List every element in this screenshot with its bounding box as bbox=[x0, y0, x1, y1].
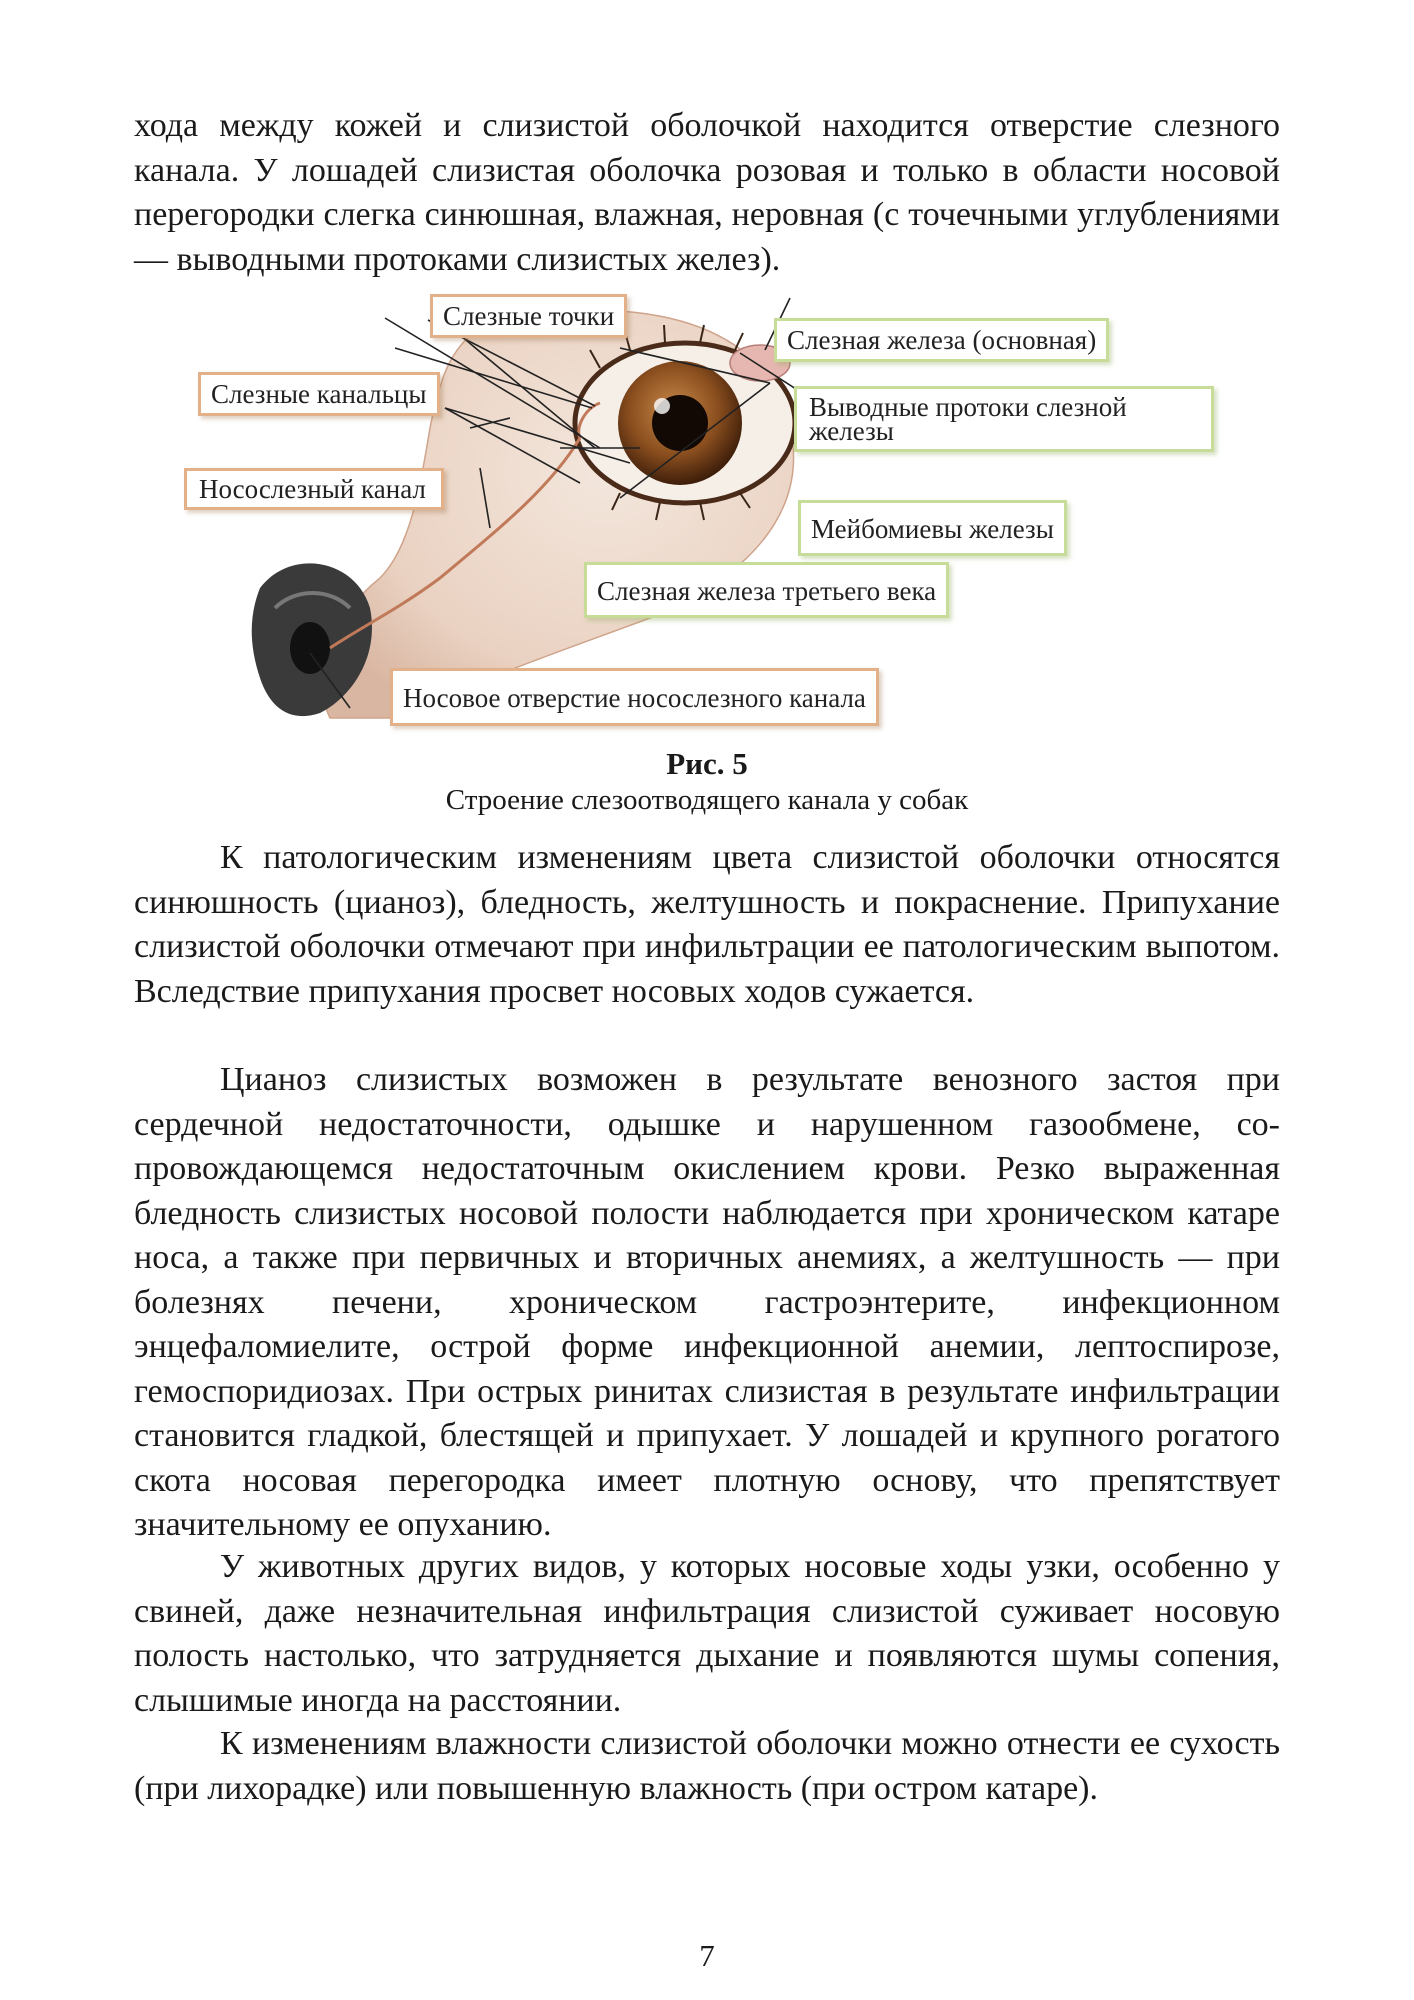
figure-caption-text: Строение слезоотводящего канала у собак bbox=[445, 784, 969, 816]
paragraph-other-species: У животных других видов, у которых носовые ходы узки, особенно у свиней, даже незначительная инфильтрация слизистой суживает носовую полость настолько, что затрудняется дыхание и появляются шумы сопения, слышимые иногда на расстоянии. bbox=[134, 1548, 1280, 1719]
label-nasolacrimal-canal: Носослезный канал bbox=[184, 468, 444, 510]
figure-lacrimal-anatomy bbox=[180, 288, 1240, 738]
paragraph-intro: хода между кожей и слизистой оболочкой находится отверстие слезного канала. У лошадей слизистая оболочка розовая и только в области носовой перегородки слегка синюшная, влажная, неровная (с точечными углублениями — выводными протоками слизистых желез). bbox=[134, 107, 1280, 278]
paragraph-cyanosis: Цианоз слизистых возможен в результате венозного застоя при сердечной недостаточности, одышке и нарушенном газообмене, сопровождающемся недостаточным окислением крови. Резко выраженная бледность слизистых носовой полости наблюдается при хроническом катаре носа, а также при первичных и вторичных анемиях, а желтушность — при болезнях печени, хроническом гастроэнтерите, инфекционном энцефаломиелите, острой форме инфекционной анемии, лептоспирозе, гемоспоридиозах. При острых ринитах слизистая в результате инфильтрации становится гладкой, блестящей и припухает. У лошадей и крупного рогатого скота носовая перегородка имеет плотную основу, что препятствует значительному ее опуханию. bbox=[134, 1061, 1280, 1543]
nostril-shape bbox=[290, 622, 330, 674]
label-nasal-opening: Носовое отверстие носослезного канала bbox=[390, 668, 879, 726]
paragraph-moisture: К изменениям влажности слизистой оболочки можно отнести ее сухость (при лихорадке) или повышенную влажность (при остром катаре). bbox=[134, 1725, 1280, 1807]
label-tear-points: Слезные точки bbox=[430, 294, 627, 338]
label-tear-canals: Слезные канальцы bbox=[198, 372, 440, 416]
label-excretory-ducts: Выводные протоки слезной железы bbox=[794, 386, 1214, 452]
label-lacrimal-gland-main: Слезная железа (основная) bbox=[774, 318, 1109, 362]
page-number: 7 bbox=[699, 1938, 715, 1973]
figure-caption-title: Рис. 5 bbox=[666, 746, 748, 781]
label-third-eyelid-gland: Слезная железа третьего века bbox=[584, 562, 949, 618]
paragraph-pathology-color: К патологическим изменениям цвета слизистой оболочки относятся синюшность (цианоз), бледность, желтушность и покраснение. Припухание слизистой оболочки отмечают при инфильтрации ее патологическим выпотом. Вследствие припухания просвет носовых ходов сужается. bbox=[134, 839, 1280, 1010]
label-meibomian-glands: Мейбомиевы железы bbox=[798, 500, 1067, 556]
